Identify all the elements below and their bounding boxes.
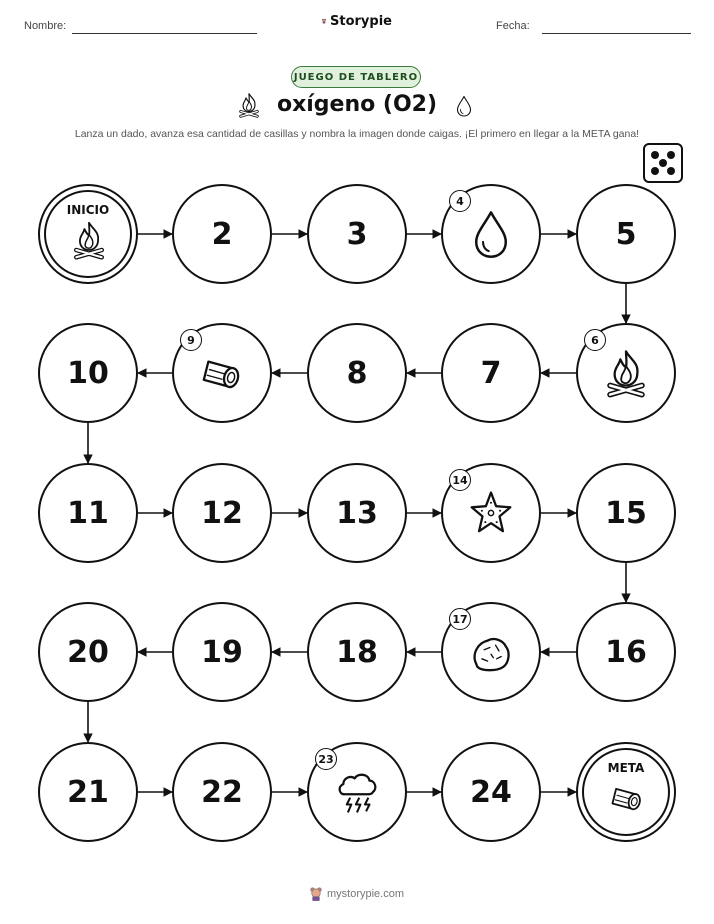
cell-number: 12 bbox=[201, 495, 243, 531]
board-cell bbox=[172, 602, 272, 702]
cell-number: 15 bbox=[605, 495, 647, 531]
cell-number-tag: 17 bbox=[449, 608, 471, 630]
board-cell bbox=[307, 463, 407, 563]
board-cell bbox=[38, 463, 138, 563]
cell-number: 21 bbox=[67, 774, 109, 810]
board-cell bbox=[307, 742, 407, 842]
board-cell bbox=[576, 463, 676, 563]
cell-number: 16 bbox=[605, 634, 647, 670]
brand-name: Storypie bbox=[330, 13, 392, 29]
storm-cloud-icon bbox=[334, 767, 380, 817]
board-cell bbox=[307, 602, 407, 702]
date-label: Fecha: bbox=[496, 20, 530, 32]
board-cell bbox=[172, 323, 272, 423]
fire-icon bbox=[603, 348, 649, 398]
fire-icon bbox=[70, 220, 108, 260]
board-cell bbox=[441, 323, 541, 423]
instructions: Lanza un dado, avanza esa cantidad de casillas y nombra la imagen donde caigas. ¡El primero en llegar a la META gana! bbox=[74, 128, 640, 140]
cell-number-tag: 14 bbox=[449, 469, 471, 491]
cell-label: INICIO bbox=[66, 203, 110, 217]
log-icon bbox=[608, 778, 646, 818]
board-cell bbox=[576, 742, 676, 842]
cell-number-tag: 6 bbox=[584, 329, 606, 351]
starfish-icon bbox=[468, 488, 514, 538]
board-cell bbox=[441, 742, 541, 842]
name-label: Nombre: bbox=[24, 20, 67, 32]
cell-number-tag: 23 bbox=[315, 748, 337, 770]
page-title: oxígeno (O2) bbox=[276, 92, 438, 117]
cell-number: 11 bbox=[67, 495, 109, 531]
cell-number: 3 bbox=[346, 216, 368, 252]
board-cell bbox=[172, 742, 272, 842]
board-cell bbox=[576, 602, 676, 702]
bear-mascot-icon bbox=[310, 887, 322, 901]
board-cell bbox=[441, 463, 541, 563]
cell-number-tag: 9 bbox=[180, 329, 202, 351]
board-cell bbox=[576, 323, 676, 423]
board-cell bbox=[172, 184, 272, 284]
footer bbox=[0, 887, 714, 901]
cell-number: 8 bbox=[346, 355, 368, 391]
cell-number: 19 bbox=[201, 634, 243, 670]
cell-number: 20 bbox=[67, 634, 109, 670]
board-cell bbox=[441, 184, 541, 284]
board-cell bbox=[576, 184, 676, 284]
board-cell bbox=[38, 184, 138, 284]
cell-number: 2 bbox=[211, 216, 233, 252]
cell-number: 24 bbox=[470, 774, 512, 810]
cell-number: 5 bbox=[615, 216, 637, 252]
board-cell bbox=[172, 463, 272, 563]
board-cell bbox=[307, 184, 407, 284]
game-type-badge: JUEGO DE TABLERO bbox=[291, 66, 421, 88]
cell-number: 22 bbox=[201, 774, 243, 810]
cell-number: 18 bbox=[336, 634, 378, 670]
cell-number-tag: 4 bbox=[449, 190, 471, 212]
board-cell bbox=[441, 602, 541, 702]
footer-url[interactable]: mystorypie.com bbox=[326, 888, 405, 900]
cell-label: META bbox=[607, 761, 645, 775]
water-drop-icon bbox=[468, 209, 514, 259]
board-cell bbox=[307, 323, 407, 423]
cell-number: 7 bbox=[480, 355, 502, 391]
log-icon bbox=[199, 348, 245, 398]
rock-icon bbox=[468, 627, 514, 677]
board-cell bbox=[38, 323, 138, 423]
board-cell bbox=[38, 742, 138, 842]
board-cell bbox=[38, 602, 138, 702]
cell-number: 13 bbox=[336, 495, 378, 531]
cell-number: 10 bbox=[67, 355, 109, 391]
